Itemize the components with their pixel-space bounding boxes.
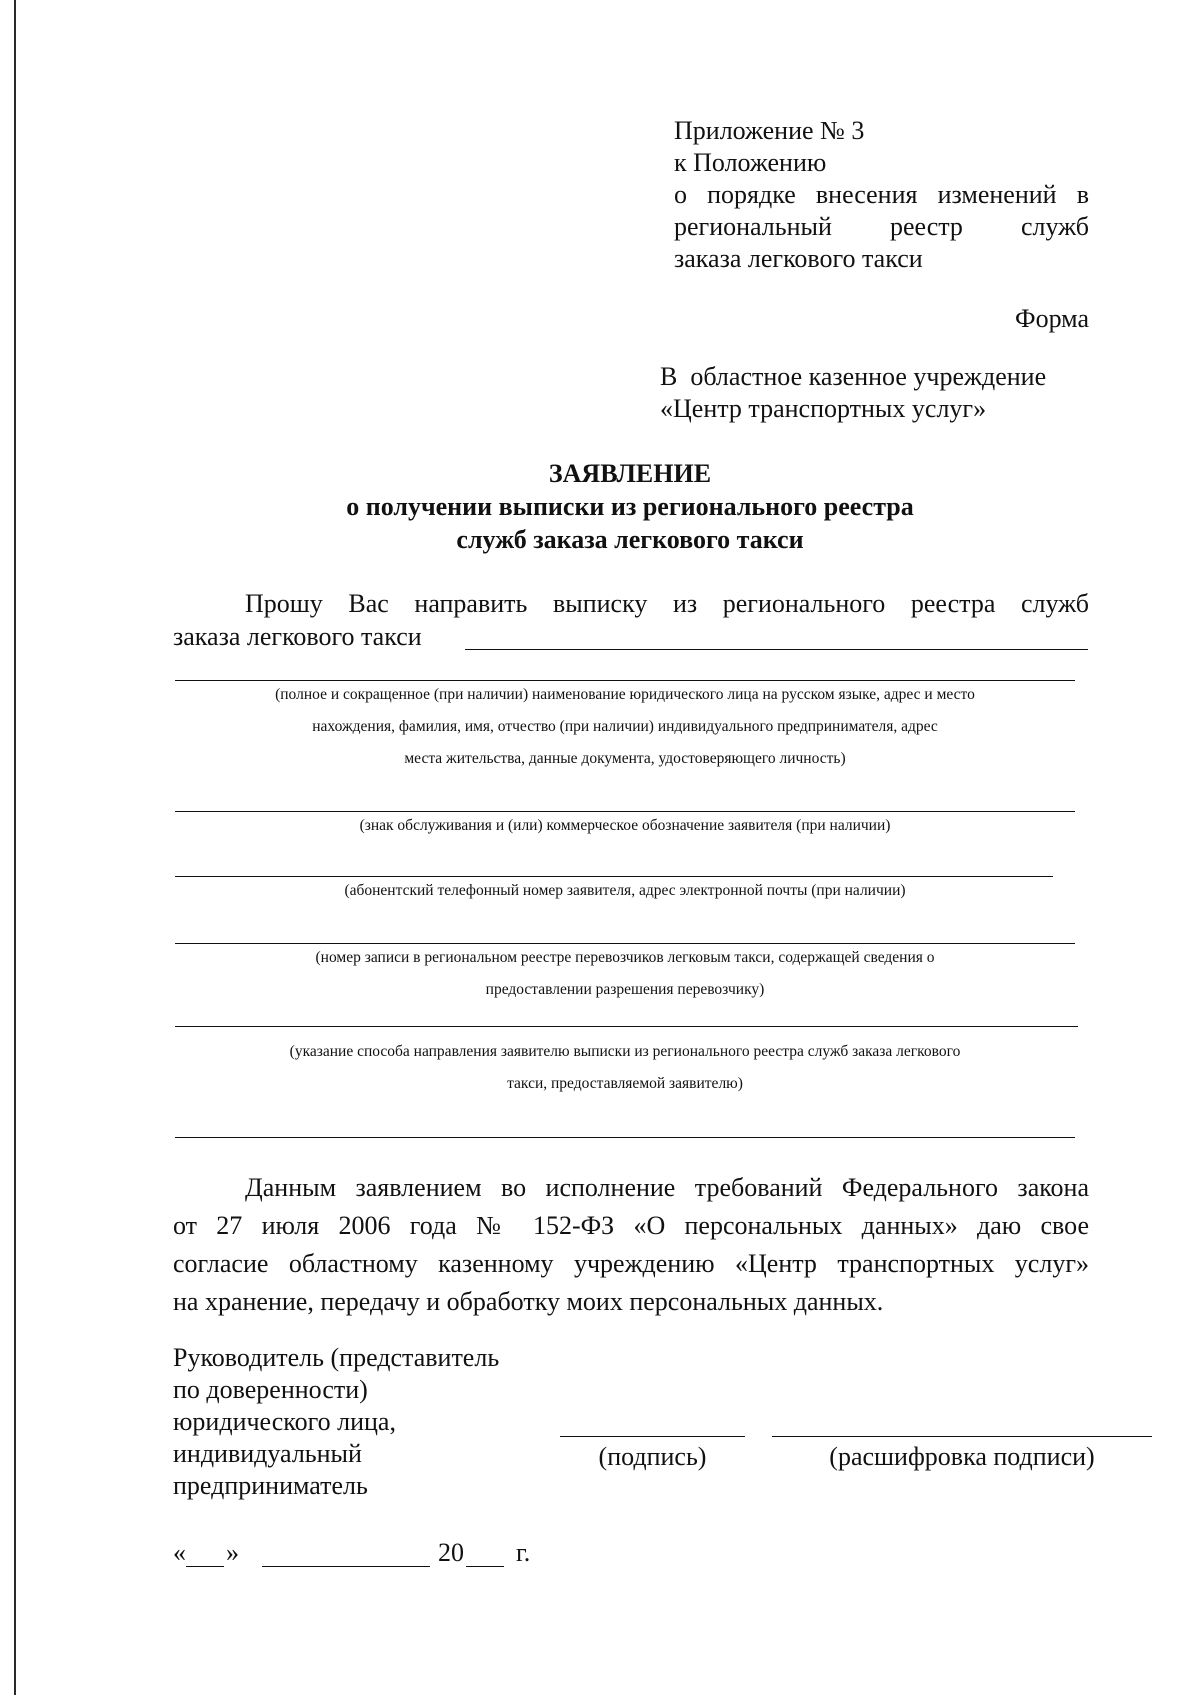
date-day-input-line[interactable] [186,1566,224,1567]
applicant-details-input-line[interactable] [175,680,1075,681]
name-caption-2: нахождения, фамилия, имя, отчество (при наличии) индивидуального предпринимателя, адрес [312,718,938,735]
date-year-input-line[interactable] [466,1566,504,1567]
phone-email-caption: (абонентский телефонный номер заявителя, адрес электронной почты (при наличии) [344,882,906,899]
name-caption-1: (полное и сокращенное (при наличии) наименование юридического лица на русском языке, адрес и место [275,686,975,703]
signer-role-line-5: предприниматель [173,1471,368,1500]
date-year-suffix: г. [516,1538,531,1567]
date-month-input-line[interactable] [262,1566,430,1567]
signer-role-line-3: юридического лица, [173,1407,396,1436]
date-year-prefix: 20 [438,1538,464,1567]
delivery-method-extra-line[interactable] [175,1137,1075,1138]
scan-edge [14,0,16,1695]
consent-line-2: от 27 июля 2006 года № 152-ФЗ «О персональных данных» даю свое [173,1211,1089,1240]
record-number-caption-1: (номер записи в региональном реестре перевозчиков легковым такси, содержащей сведения о [315,949,935,966]
delivery-method-caption-1: (указание способа направления заявителю выписки из регионального реестра служб заказа легкового [289,1043,961,1060]
to-regulation: к Положению [674,148,827,177]
signature-caption: (подпись) [598,1442,707,1471]
appendix-number: Приложение № 3 [674,116,865,145]
phone-email-input-line[interactable] [175,876,1053,877]
date-open-quote: « [173,1538,186,1567]
signature-decoding-input-line[interactable] [772,1436,1152,1437]
consent-line-4: на хранение, передачу и обработку моих персональных данных. [173,1287,884,1316]
regulation-line-2: региональный реестр служб [674,212,1089,241]
regulation-line-1: о порядке внесения изменений в [674,180,1089,209]
document-title: ЗАЯВЛЕНИЕ [548,459,712,488]
request-line-1: Прошу Вас направить выписку из регионального реестра служб [245,589,1089,618]
request-line-2: заказа легкового такси [173,622,422,651]
delivery-method-input-line[interactable] [175,1026,1078,1027]
document-subtitle-2: служб заказа легкового такси [456,525,804,554]
form-label: Форма [1015,304,1089,333]
record-number-caption-2: предоставлении разрешения перевозчику) [485,981,765,998]
delivery-method-caption-2: такси, предоставляемой заявителю) [507,1075,743,1092]
signer-role-line-1: Руководитель (представитель [173,1343,500,1372]
service-mark-input-line[interactable] [175,811,1075,812]
date-close-quote: » [226,1538,239,1567]
applicant-name-input-line[interactable] [465,649,1088,650]
consent-line-1: Данным заявлением во исполнение требований Федерального закона [245,1173,1089,1202]
record-number-input-line[interactable] [175,943,1075,944]
signature-input-line[interactable] [560,1436,745,1437]
document-subtitle-1: о получении выписки из регионального реестра [346,492,914,521]
consent-line-3: согласие областному казенному учреждению «Центр транспортных услуг» [173,1249,1089,1278]
signer-role-line-2: по доверенности) [173,1375,368,1404]
signer-role-line-4: индивидуальный [173,1439,362,1468]
name-caption-3: места жительства, данные документа, удостоверяющего личность) [404,750,846,767]
regulation-line-3: заказа легкового такси [674,244,923,273]
addressee-line-2: «Центр транспортных услуг» [660,394,987,423]
addressee-line-1: В областное казенное учреждение [660,362,1047,391]
signature-decoding-caption: (расшифровка подписи) [829,1442,1095,1471]
service-mark-caption: (знак обслуживания и (или) коммерческое обозначение заявителя (при наличии) [359,817,891,834]
